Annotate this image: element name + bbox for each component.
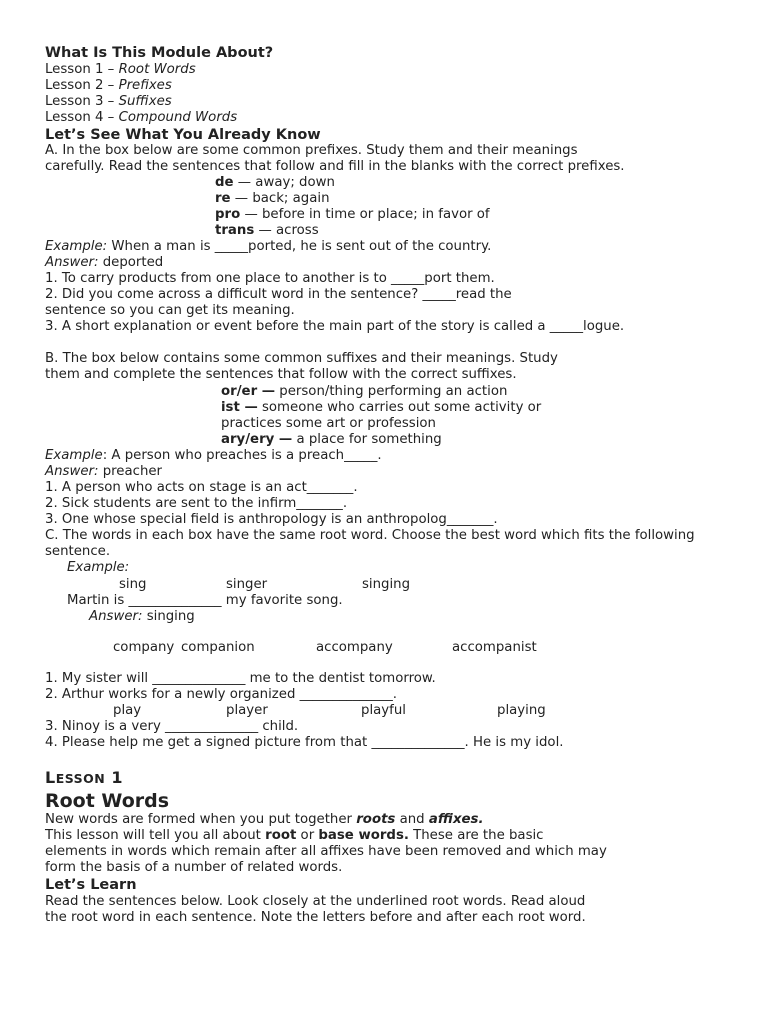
word-box-item: singer — [226, 577, 268, 592]
lesson-list-item-2: Lesson 2 – Prefixes — [45, 78, 172, 93]
partB-example: Example: A person who preaches is a preach_____. — [45, 448, 382, 463]
word-box-item: play — [113, 703, 142, 718]
partB-intro: B. The box below contains some common suffixes and their meanings. Study — [45, 351, 558, 366]
partA-answer: Answer: deported — [45, 255, 164, 270]
prefix-item: trans — across — [215, 223, 319, 238]
prefix-item: pro — before in time or place; in favor of — [215, 207, 490, 222]
partC-intro: C. The words in each box have the same root word. Choose the best word which fits the following — [45, 528, 695, 543]
partB-intro-cont: them and complete the sentences that follow with the correct suffixes. — [45, 367, 517, 382]
partA-example: Example: When a man is _____ported, he is sent out of the country. — [45, 239, 492, 254]
word-box-item: singing — [362, 577, 411, 592]
word-box-item: player — [226, 703, 268, 718]
lets-learn-heading: Let’s Learn — [45, 877, 137, 893]
partC-example-sentence: Martin is ______________ my favorite song. — [67, 593, 343, 608]
partA-question-2-cont: sentence so you can get its meaning. — [45, 303, 295, 318]
partA-question-2: 2. Did you come across a difficult word in the sentence? _____read the — [45, 287, 512, 302]
suffix-item: ist — someone who carries out some activity or — [221, 400, 542, 415]
lesson-paragraph: New words are formed when you put together roots and affixes. — [45, 812, 484, 827]
lesson-label: LESSON 1 — [45, 768, 123, 787]
word-box-item: sing — [119, 577, 147, 592]
partA-question-1: 1. To carry products from one place to another is to _____port them. — [45, 271, 495, 286]
lets-learn-paragraph: the root word in each sentence. Note the letters before and after each root word. — [45, 910, 586, 925]
prefix-item: re — back; again — [215, 191, 330, 206]
prefix-item: de — away; down — [215, 175, 335, 190]
suffix-item: or/er — person/thing performing an action — [221, 384, 508, 399]
word-box-item: accompanist — [452, 640, 537, 655]
partC-intro-cont: sentence. — [45, 544, 111, 559]
lets-learn-paragraph: Read the sentences below. Look closely at the underlined root words. Read aloud — [45, 894, 586, 909]
suffix-item: ary/ery — a place for something — [221, 432, 442, 447]
lesson-paragraph: elements in words which remain after all affixes have been removed and which may — [45, 844, 607, 859]
module-heading: What Is This Module About? — [45, 45, 274, 61]
partC-question-4: 4. Please help me get a signed picture from that ______________. He is my idol. — [45, 735, 564, 750]
lesson-list-item-1: Lesson 1 – Root Words — [45, 62, 196, 77]
partB-answer: Answer: preacher — [45, 464, 163, 479]
word-box-item: accompany — [316, 640, 393, 655]
partA-intro-cont: carefully. Read the sentences that follow and fill in the blanks with the correct prefixes. — [45, 159, 625, 174]
lesson-paragraph: This lesson will tell you all about root or base words. These are the basic — [45, 828, 544, 843]
pretest-heading: Let’s See What You Already Know — [45, 127, 321, 143]
partC-question-2: 2. Arthur works for a newly organized ______________. — [45, 687, 397, 702]
lesson-title: Root Words — [45, 790, 170, 812]
word-box-item: companion — [181, 640, 255, 655]
partB-question-3: 3. One whose special field is anthropology is an anthropolog_______. — [45, 512, 498, 527]
partA-question-3: 3. A short explanation or event before the main part of the story is called a _____logue. — [45, 319, 625, 334]
partB-question-2: 2. Sick students are sent to the infirm_______. — [45, 496, 348, 511]
partC-example-label: Example: — [67, 560, 130, 575]
partA-intro: A. In the box below are some common prefixes. Study them and their meanings — [45, 143, 578, 158]
suffix-item-cont: practices some art or profession — [221, 416, 436, 431]
word-box-item: playful — [361, 703, 406, 718]
lesson-paragraph: form the basis of a number of related words. — [45, 860, 343, 875]
lesson-list-item-4: Lesson 4 – Compound Words — [45, 110, 238, 125]
lesson-list-item-3: Lesson 3 – Suffixes — [45, 94, 172, 109]
word-box-item: playing — [497, 703, 546, 718]
partC-answer: Answer: singing — [89, 609, 195, 624]
partC-question-1: 1. My sister will ______________ me to the dentist tomorrow. — [45, 671, 436, 686]
partC-question-3: 3. Ninoy is a very ______________ child. — [45, 719, 299, 734]
word-box-item: company — [113, 640, 175, 655]
partB-question-1: 1. A person who acts on stage is an act_______. — [45, 480, 358, 495]
